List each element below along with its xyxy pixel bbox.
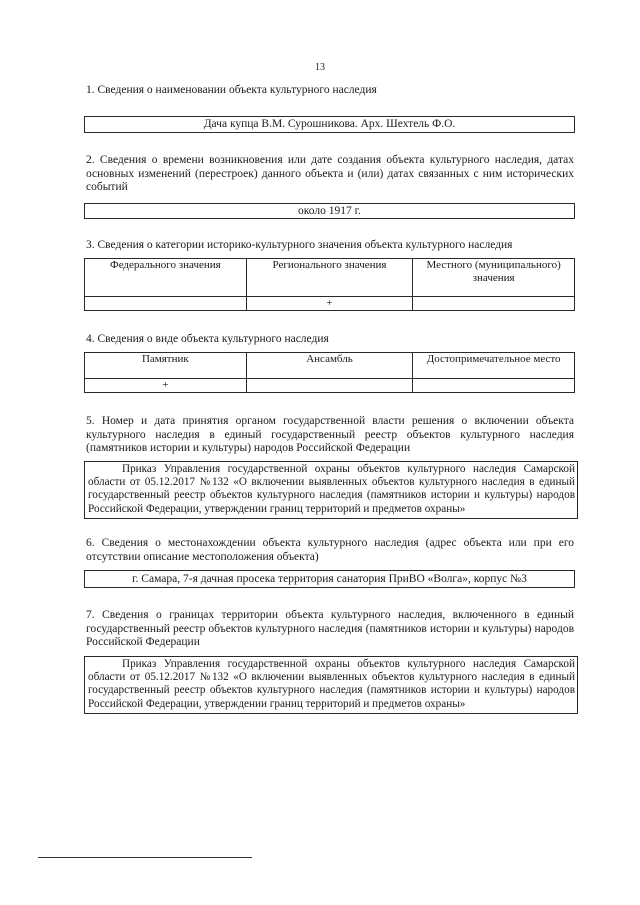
category-mark-regional: + — [246, 297, 413, 311]
type-col-landmark: Достопримечательное место — [413, 353, 575, 379]
type-mark-landmark — [413, 379, 575, 393]
type-col-ensemble: Ансамбль — [246, 353, 413, 379]
section-1-heading: 1. Сведения о наименовании объекта культурного наследия — [86, 84, 377, 96]
section-6-value-box — [84, 570, 575, 588]
section-1-value-box — [84, 116, 575, 133]
inclusion-decision: Приказ Управления государственной охраны объектов культурного наследия Самарской области от 05.12.2017 №132 «О включении выявленных объектов культурного наследия в единый государственный реестр объектов культурного наследия (памятников истории и культуры) народов Российской Федерации, утверждении границ территорий и предметов охраны» — [88, 463, 575, 515]
category-mark-local — [413, 297, 575, 311]
section-3-heading: 3. Сведения о категории историко-культурного значения объекта культурного наследия — [86, 239, 513, 251]
section-7-value-box — [84, 656, 578, 714]
section-5-heading: 5. Номер и дата принятия органом государственной власти решения о включении объекта культурного наследия в единый государственный реестр объектов культурного наследия (памятников истории и культуры) народов Российской Федерации — [86, 415, 574, 454]
territory-boundary-decision: Приказ Управления государственной охраны объектов культурного наследия Самарской области от 05.12.2017 №132 «О включении выявленных объектов культурного наследия в единый государственный реестр объектов культурного наследия (памятников истории и культуры) народов Российской Федерации, утверждении границ территорий и предметов охраны» — [88, 658, 575, 710]
section-7-heading: 7. Сведения о границах территории объекта культурного наследия, включенного в единый государственный реестр объектов культурного наследия (памятников истории и культуры) народов Российской Федерации — [86, 609, 574, 648]
category-col-regional: Регионального значения — [246, 259, 413, 297]
category-col-federal: Федерального значения — [85, 259, 247, 297]
page-number: 13 — [315, 62, 325, 73]
creation-date: около 1917 г. — [298, 205, 361, 217]
category-table — [84, 258, 575, 311]
section-2-value-box — [84, 203, 575, 219]
section-2-heading: 2. Сведения о времени возникновения или дате создания объекта культурного наследия, датах основных изменений (перестроек) данного объекта и (или) датах связанных с ним исторических событий — [86, 154, 574, 193]
category-header-row — [85, 259, 575, 297]
object-address: г. Самара, 7-я дачная просека территория санатория ПриВО «Волга», корпус №3 — [132, 573, 527, 585]
type-header-row — [85, 353, 575, 379]
category-mark-row — [85, 297, 575, 311]
type-mark-monument: + — [85, 379, 247, 393]
section-4-heading: 4. Сведения о виде объекта культурного наследия — [86, 333, 329, 345]
section-6-heading: 6. Сведения о местонахождении объекта культурного наследия (адрес объекта или при его отсутствии описание местоположения объекта) — [86, 537, 574, 563]
type-mark-row — [85, 379, 575, 393]
category-col-local: Местного (муниципального) значения — [413, 259, 575, 297]
type-col-monument: Памятник — [85, 353, 247, 379]
category-mark-federal — [85, 297, 247, 311]
object-name: Дача купца В.М. Сурошникова. Арх. Шехтель Ф.О. — [203, 118, 456, 130]
type-table — [84, 352, 575, 393]
footnote-separator — [38, 857, 252, 858]
section-5-value-box — [84, 461, 578, 519]
type-mark-ensemble — [246, 379, 413, 393]
